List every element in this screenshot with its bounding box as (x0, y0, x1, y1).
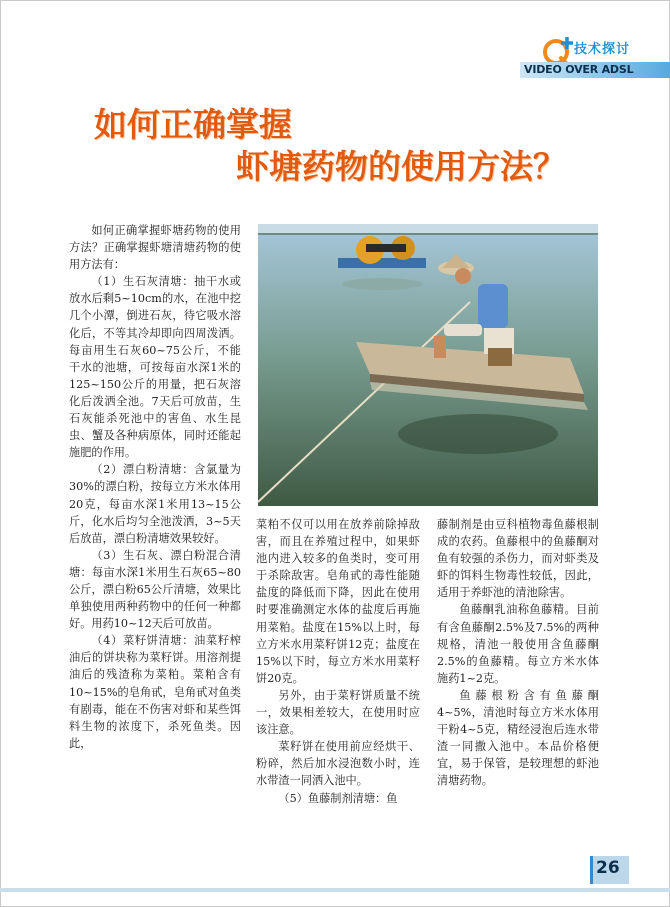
article-title-line2: 虾塘药物的使用方法？ (236, 147, 566, 186)
paragraph-derris-cont: 藤制剂是由豆科植物毒鱼藤根制成的农药。鱼藤根中的鱼藤酮对鱼有较强的杀伤力，而对虾类及虾的饵料生物毒性较低，因此，适用于养虾池的清池除害。 (437, 518, 599, 600)
article-column-1 (69, 222, 241, 752)
article-column-2 (256, 516, 420, 807)
page-number: 26 (596, 858, 620, 878)
paragraph-mixed: （3）生石灰、漂白粉混合清塘：每亩水深1米用生石灰65~80公斤，漂白粉65公斤清塘，效果比单独使用两种药物中的任何一种都好。用药10~12天后可放苗。 (69, 548, 241, 631)
paragraph-lime: （1）生石灰清塘：抽干水或放水后剩5~10cm的水，在池中挖几个小潭，倒进石灰，待它吸水溶化后，不等其冷却即向四周泼洒。每亩用生石灰60~75公斤，不能干水的池塘，可按每亩水深1米的125~150公斤的用量，把石灰溶化后泼洒全池。7天后可放苗，生石灰能杀死池中的害鱼、水生昆虫、蟹及各种病原体，同时还能起施肥的作用。 (69, 275, 241, 460)
paragraph-rapeseed-cont: 菜粕不仅可以用在放养前除掉敌害，而且在养殖过程中，如果虾池内进入较多的鱼类时，变可用于杀除敌害。皂角甙的毒性能随盐度的降低而下降，因此在使用时要准确测定水体的盐度后再施用菜粕。盐度在15%以上时，每立方米水用菜籽饼12克；盐度在15%以下时，每立方米水用菜籽饼20克。 (256, 518, 420, 685)
paragraph-rapeseed: （4）菜籽饼清塘：油菜籽榨油后的饼块称为菜籽饼。用溶剂提油后的残渣称为菜粕。菜粕含有10~15%的皂角甙，皂角甙对鱼类有剧毒，能在不伤害对虾和某些饵料生物的浓度下，杀死鱼类。因此， (69, 634, 241, 750)
article-title-line1: 如何正确掌握 (94, 105, 292, 144)
paragraph-intro: 如何正确掌握虾塘药物的使用方法？正确掌握虾塘清塘药物的使用方法有： (69, 224, 241, 272)
footer-bar (0, 888, 670, 892)
paragraph-prep: 菜籽饼在使用前应经烘干、粉碎，然后加水浸泡数小时，连水带渣一同洒入池中。 (256, 740, 420, 788)
section-title: 技术探讨 (574, 42, 631, 57)
paragraph-quality: 另外，由于菜籽饼质量不统一，效果相差较大，在使用时应该注意。 (256, 688, 420, 737)
paragraph-derris: （5）鱼藤制剂清塘：鱼 (278, 791, 398, 805)
shrimp-pond-photo (258, 224, 598, 506)
article-column-3 (437, 516, 599, 790)
paragraph-rotenone-emulsion: 鱼藤酮乳油称鱼藤精。目前有含鱼藤酮2.5%及7.5%的两种规格，清池一般使用含鱼藤酮2.5%的鱼藤精。每立方米水体施药1~2克。 (437, 603, 599, 685)
section-subtitle: VIDEO OVER ADSL (524, 63, 634, 76)
paragraph-derris-powder: 鱼藤根粉含有鱼藤酮4~5%，清池时每立方米水体用干粉4~5克，精经浸泡后连水带渣一同撒入池中。本品价格便宜，易于保管，是较理想的虾池清塘药物。 (437, 688, 599, 788)
paragraph-bleach: （2）漂白粉清塘：含氯量为30%的漂白粉，按每立方米水体用20克，每亩水深1米用13~15公斤，化水后均匀全池泼洒，3~5天后放苗，漂白粉清塘效果较好。 (69, 463, 241, 545)
